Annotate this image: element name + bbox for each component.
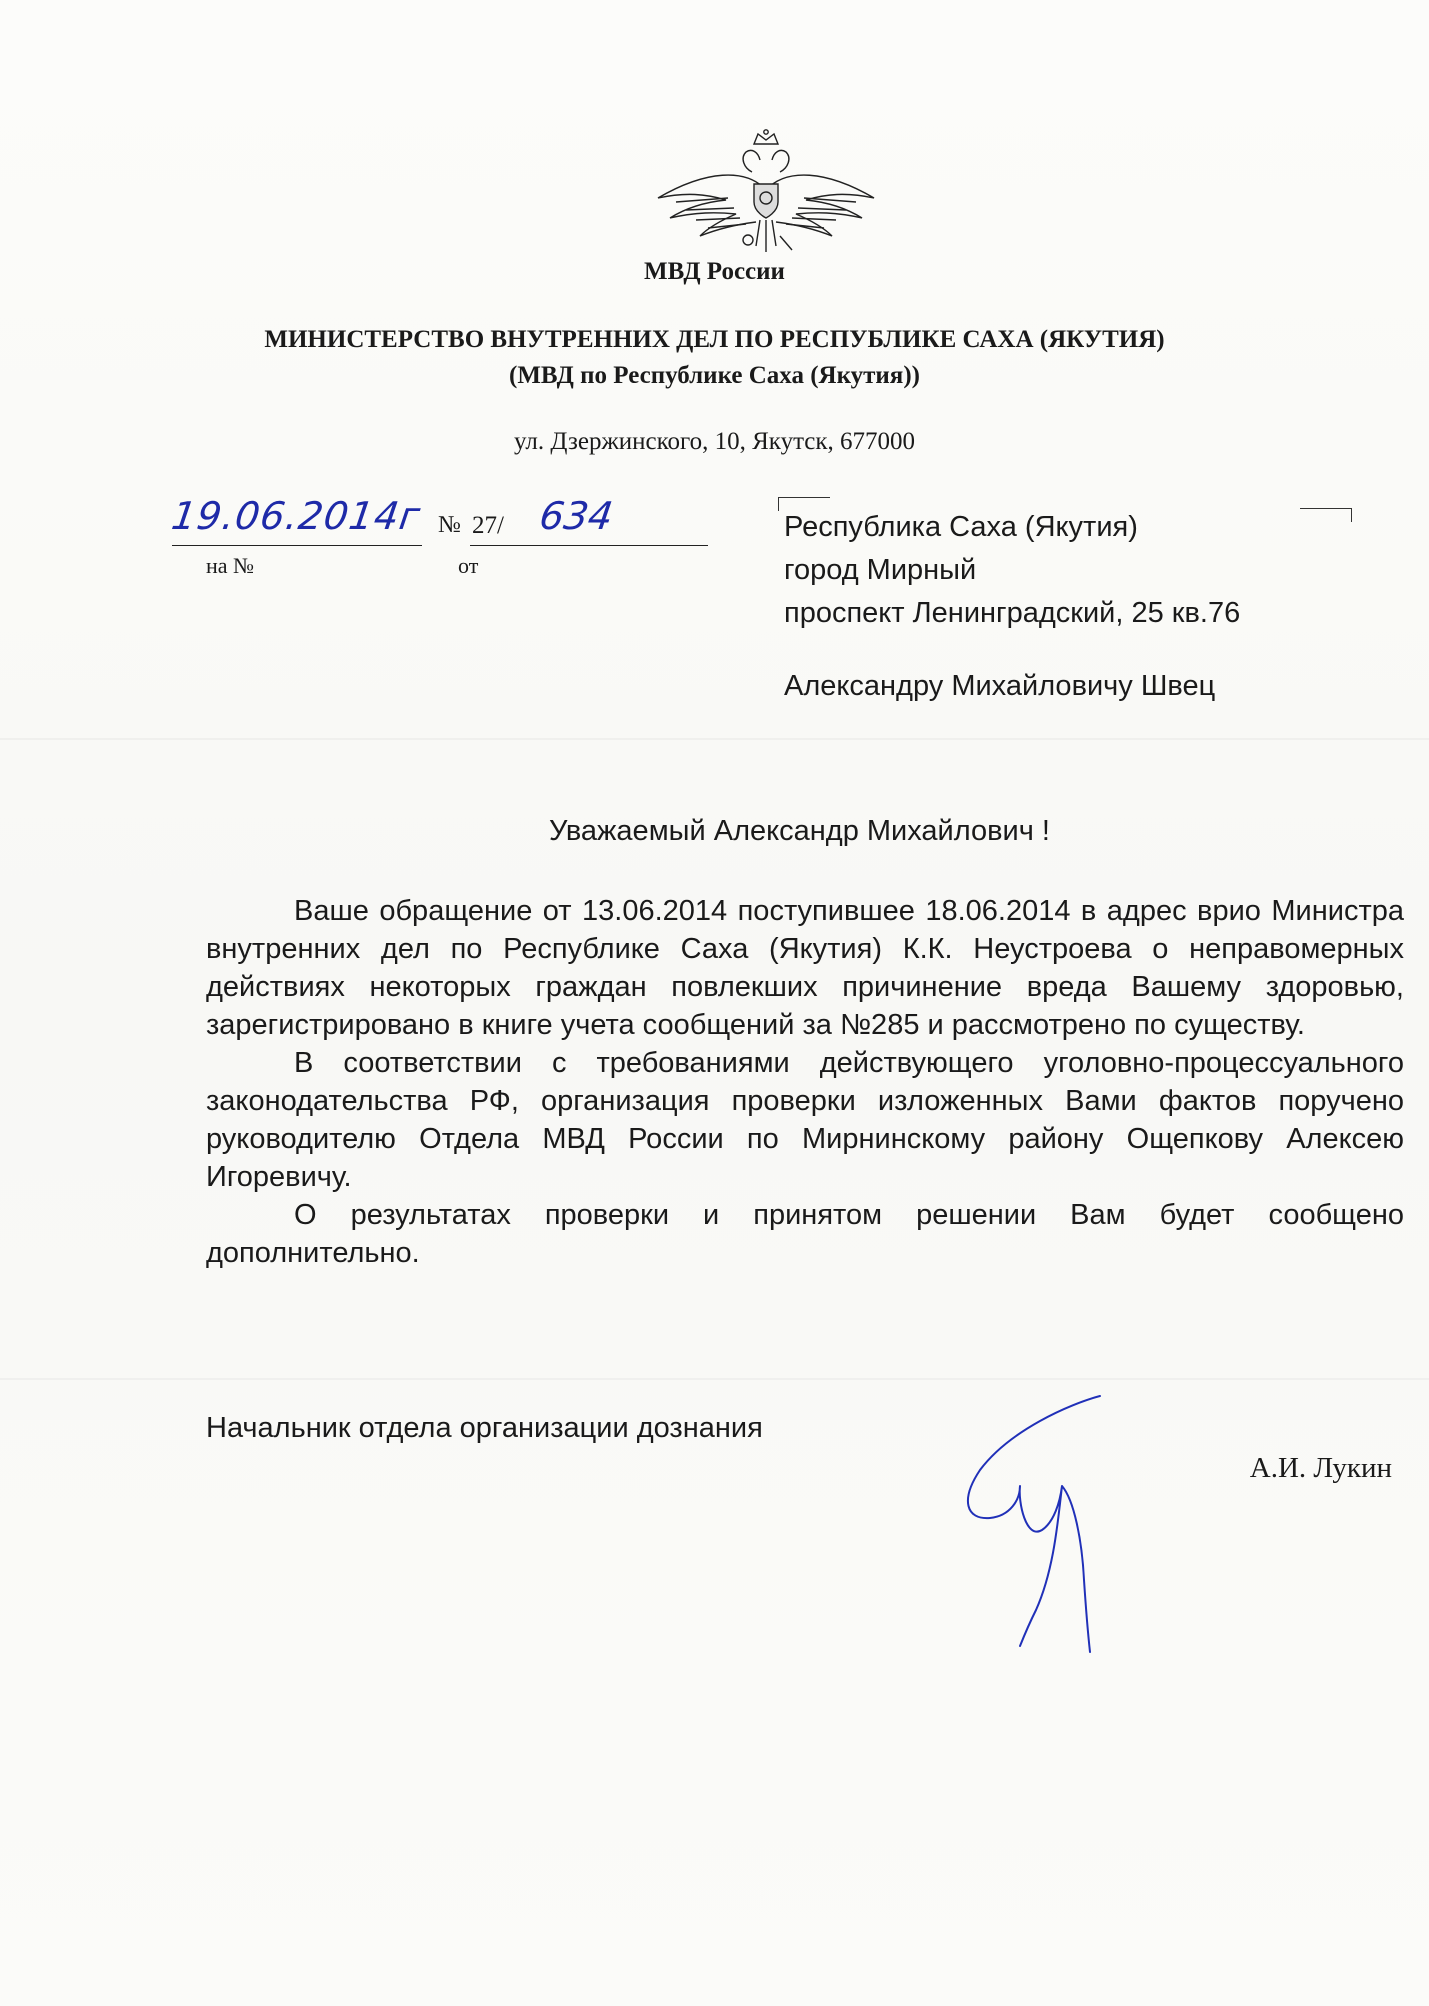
address-corner-mark xyxy=(778,497,830,498)
recipient-address xyxy=(784,506,1240,635)
number-underline xyxy=(470,545,708,546)
signer-name: А.И. Лукин xyxy=(1249,1452,1392,1484)
date-underline xyxy=(172,545,422,546)
paper-fold xyxy=(0,738,1429,740)
number-handwritten: 634 xyxy=(536,494,616,538)
body-paragraph: О результатах проверки и принятом решении Вам будет сообщено дополнительно. xyxy=(206,1199,1404,1269)
address-corner-mark xyxy=(1351,508,1352,522)
org-full-name: МИНИСТЕРСТВО ВНУТРЕННИХ ДЕЛ ПО РЕСПУБЛИКЕ САХА (ЯКУТИЯ) xyxy=(264,326,1165,353)
number-label: № xyxy=(438,512,461,538)
salutation: Уважаемый Александр Михайлович ! xyxy=(549,815,1050,847)
address-corner-mark xyxy=(778,497,779,511)
outgoing-date-handwritten: 19.06.2014г xyxy=(168,494,424,538)
address-line: город Мирный xyxy=(784,554,977,586)
in-reply-date-label: от xyxy=(458,553,479,578)
org-abbreviation: (МВД по Республике Саха (Якутия)) xyxy=(509,362,920,389)
body-paragraph: Ваше обращение от 13.06.2014 поступившее 18.06.2014 в адрес врио Министра внутренних дел по Республике Саха (Якутия) К.К. Неустроева о неправомерных действиях некоторых граждан повлекших причинение вреда Вашему здоровью, зарегистрировано в книге учета сообщений за №285 и рассмотрено по существу. xyxy=(206,895,1404,1041)
handwritten-signature xyxy=(950,1390,1190,1660)
address-line: проспект Ленинградский, 25 кв.76 xyxy=(784,597,1241,629)
signer-title: Начальник отдела организации дознания xyxy=(206,1412,763,1444)
address-line: Республика Саха (Якутия) xyxy=(784,511,1138,543)
mvd-emblem-icon xyxy=(656,128,876,258)
in-reply-number-label: на № xyxy=(206,553,255,578)
recipient-name: Александру Михайловичу Швец xyxy=(784,670,1216,702)
org-address: ул. Дзержинского, 10, Якутск, 677000 xyxy=(513,428,916,455)
org-short-name: МВД России xyxy=(644,258,785,285)
letter-body xyxy=(206,892,1404,1272)
address-corner-mark xyxy=(1300,508,1352,509)
paper-fold xyxy=(0,1378,1429,1380)
body-paragraph: В соответствии с требованиями действующего уголовно-процессуального законодательства РФ, организация проверки изложенных Вами фактов поручено руководителю Отдела МВД России по Мирнинскому району Ощепкову Алексею Игоревичу. xyxy=(206,1047,1404,1193)
number-printed: 27/ xyxy=(472,512,504,539)
